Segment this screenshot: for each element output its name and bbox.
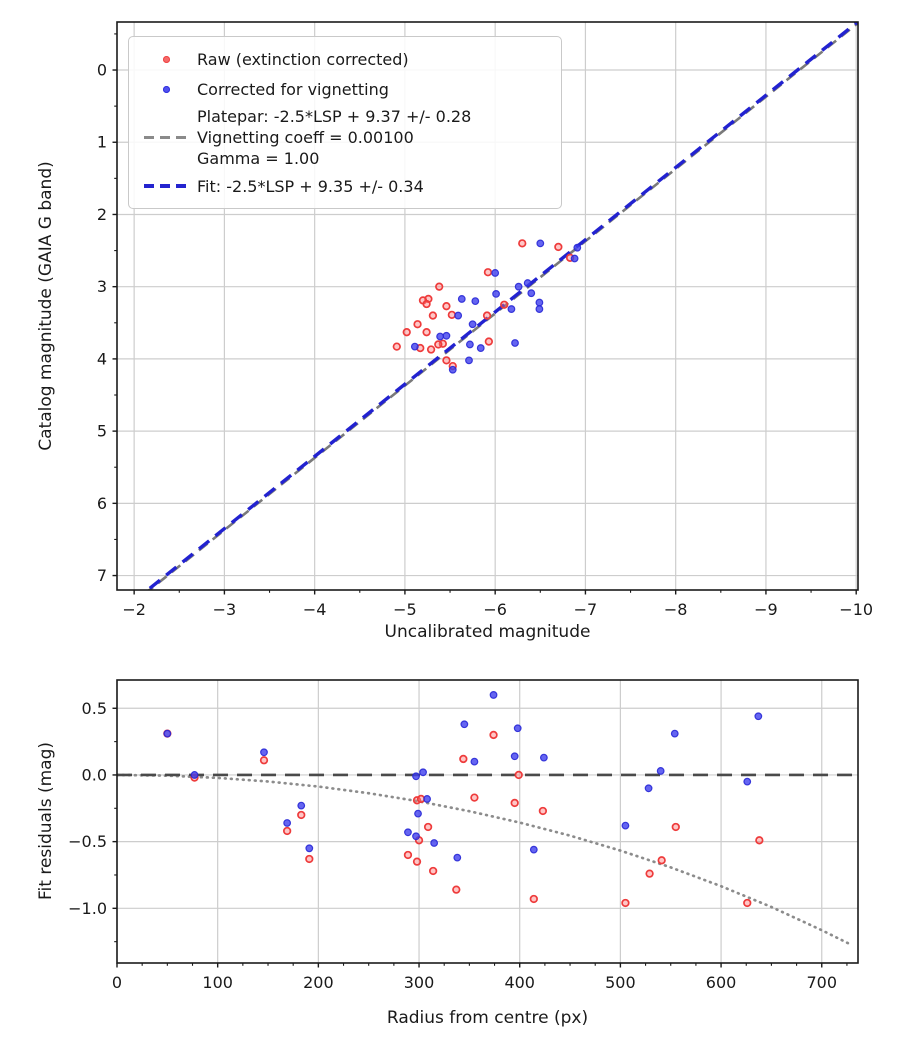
x-tick-label: −8 [663,600,688,619]
scatter-point [430,312,437,319]
scatter-point [428,346,435,353]
scatter-point [466,357,473,364]
scatter-point [484,312,491,319]
scatter-point [574,244,581,251]
top-y-axis-label-text: Catalog magnitude (GAIA G band) [36,161,56,451]
legend-item-platepar [135,106,551,169]
raw-marker-icon [135,56,197,63]
y-tick-label: 7 [96,566,107,586]
scatter-point [443,332,450,339]
scatter-point [744,900,751,907]
scatter-point [471,794,478,801]
scatter-point [453,886,460,893]
y-tick-label: 4 [96,349,107,369]
scatter-point [420,769,427,776]
scatter-point [493,291,500,298]
y-tick-label: 6 [96,493,107,513]
legend-item-fit [135,171,551,201]
scatter-point [403,329,410,336]
x-tick-label: −6 [483,600,507,619]
scatter-point [298,802,305,809]
scatter-point [425,824,432,831]
scatter-point [413,773,420,780]
scatter-point [435,341,442,348]
legend-label-fit: Fit: -2.5*LSP + 9.35 +/- 0.34 [197,176,424,196]
scatter-point [531,896,538,903]
y-tick-label: 1 [96,132,107,152]
top-series-corrected [412,240,581,373]
x-tick-label: −10 [839,600,874,619]
scatter-point [528,290,535,297]
bottom-y-axis-label-text: Fit residuals (mag) [36,742,56,900]
bottom-series-corrected [164,692,762,861]
scatter-point [519,240,526,247]
scatter-point [414,321,421,328]
top-x-axis-label: Uncalibrated magnitude [384,622,591,642]
y-tick-label: −0.5 [68,832,107,852]
x-tick-label: −3 [212,600,237,619]
scatter-point [412,343,419,350]
scatter-point [472,298,479,305]
scatter-point [261,757,268,764]
platepar-line-1: Platepar: -2.5*LSP + 9.37 +/- 0.28 [197,107,472,126]
scatter-point [511,800,518,807]
bottom-plot [68,680,858,992]
scatter-point [458,296,465,303]
scatter-point [485,269,492,276]
bottom-x-axis-label: Radius from centre (px) [386,1008,589,1028]
scatter-point [744,778,751,785]
scatter-point [515,283,522,290]
platepar-dash-icon [135,136,197,139]
scatter-point [658,857,665,864]
scatter-point [531,846,538,853]
scatter-point [645,785,652,792]
scatter-point [511,753,518,760]
scatter-point [646,870,653,877]
y-tick-label: 3 [96,277,107,297]
scatter-point [437,333,444,340]
y-tick-label: 0.5 [81,698,107,718]
scatter-point [164,730,171,737]
fit-dash-icon [135,184,197,187]
scatter-point [430,868,437,875]
scatter-point [755,713,762,720]
x-tick-label: 700 [806,973,838,992]
scatter-point [515,772,522,779]
scatter-point [405,829,412,836]
scatter-point [423,301,430,308]
scatter-point [469,321,476,328]
scatter-point [657,768,664,775]
scatter-point [536,306,543,313]
scatter-point [284,820,291,827]
legend-label-raw: Raw (extinction corrected) [197,49,409,69]
vignetting-model-curve [117,775,852,945]
scatter-point [672,824,679,831]
scatter-point [431,840,438,847]
scatter-point [471,758,478,765]
scatter-point [454,854,461,861]
x-tick-label: −4 [302,600,327,619]
bottom-lines [117,775,858,945]
scatter-point [490,732,497,739]
scatter-point [423,329,430,336]
scatter-point [508,306,515,313]
scatter-point [393,343,400,350]
x-tick-label: 200 [303,973,334,992]
legend-box [128,36,562,209]
scatter-point [455,312,462,319]
scatter-point [424,796,431,803]
platepar-line-3: Gamma = 1.00 [197,149,320,168]
scatter-point [622,822,629,829]
scatter-point [571,255,578,262]
scatter-point [501,301,508,308]
x-tick-label: −7 [573,600,598,619]
scatter-point [467,341,474,348]
scatter-point [443,303,450,310]
y-tick-label: 0 [96,60,107,80]
x-tick-label: −5 [393,600,417,619]
y-tick-label: −1.0 [68,898,107,918]
scatter-point [540,808,547,815]
bottom-ticks [68,699,847,992]
x-tick-label: 500 [605,973,636,992]
scatter-point [413,833,420,840]
scatter-point [415,810,422,817]
scatter-point [436,283,443,290]
scatter-point [284,828,291,835]
x-tick-label: 0 [111,973,123,992]
y-tick-label: 5 [96,421,107,441]
scatter-point [622,900,629,907]
scatter-point [261,749,268,756]
scatter-point [298,812,305,819]
bottom-grid [117,680,858,963]
y-tick-label: 0.0 [81,765,107,785]
bottom-spines [117,680,858,963]
x-tick-label: 400 [504,973,535,992]
scatter-point [524,280,531,287]
scatter-point [414,858,421,865]
scatter-point [306,856,313,863]
x-tick-label: 100 [202,973,233,992]
legend-item-corrected [135,74,551,104]
scatter-point [756,837,763,844]
scatter-point [477,345,484,352]
scatter-point [490,692,497,699]
scatter-point [405,852,412,859]
legend-label-corrected: Corrected for vignetting [197,79,389,99]
platepar-line-2: Vignetting coeff = 0.00100 [197,128,414,147]
scatter-point [514,725,521,732]
scatter-point [671,730,678,737]
x-tick-label: −2 [122,600,146,619]
bottom-series-raw [164,730,763,906]
scatter-point [536,299,543,306]
corrected-marker-icon [135,86,197,93]
scatter-point [306,845,313,852]
scatter-point [191,772,198,779]
x-tick-label: 300 [403,973,435,992]
scatter-point [449,366,456,373]
x-tick-label: 600 [705,973,737,992]
scatter-point [512,340,519,347]
scatter-point [461,721,468,728]
scatter-point [541,754,548,761]
scatter-point [492,270,499,277]
scatter-point [443,357,450,364]
scatter-point [537,240,544,247]
legend-label-platepar [197,106,471,169]
x-tick-label: −9 [754,600,778,619]
legend-item-raw [135,44,551,74]
y-tick-label: 2 [96,204,107,224]
scatter-point [486,338,493,345]
scatter-point [460,756,467,763]
scatter-point [449,312,456,319]
scatter-point [555,244,562,251]
